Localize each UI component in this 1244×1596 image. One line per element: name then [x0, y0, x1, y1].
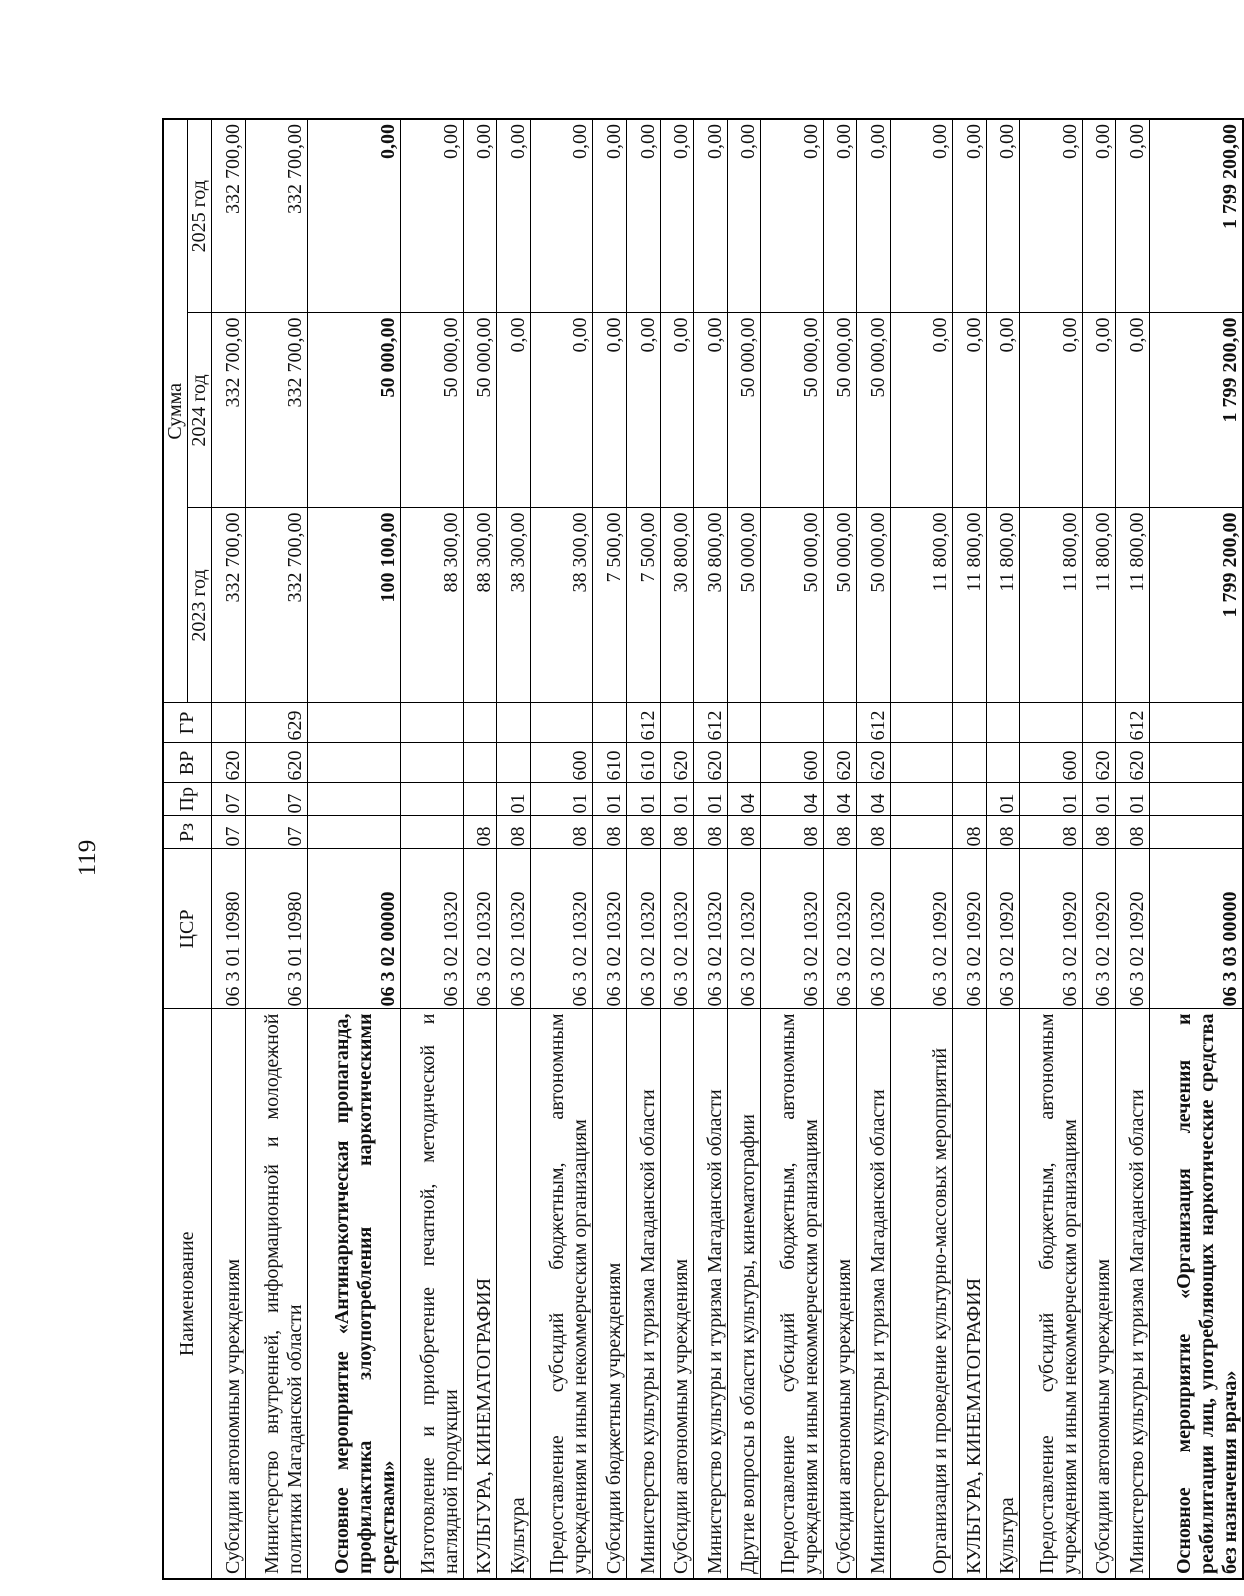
table-row [1082, 119, 1116, 1579]
cell-rz: 08 [626, 816, 660, 849]
cell-pr [307, 783, 401, 816]
cell-vr [497, 743, 531, 783]
cell-csr: 06 3 02 10320 [694, 849, 728, 1009]
cell-vr: 610 [593, 743, 627, 783]
cell-rz: 08 [953, 816, 987, 849]
cell-sum-2025: 0,00 [401, 119, 463, 313]
table-row [890, 119, 952, 1579]
cell-pr [1149, 783, 1243, 816]
cell-vr: 600 [1020, 743, 1082, 783]
cell-name: КУЛЬТУРА, КИНЕМАТОГРАФИЯ [953, 1009, 987, 1579]
header-sum: Сумма [163, 119, 188, 703]
cell-name: Субсидии бюджетным учреждениям [593, 1009, 627, 1579]
cell-sum-2023: 38 300,00 [497, 508, 531, 703]
table-row [593, 119, 627, 1579]
cell-sum-2024: 50 000,00 [307, 313, 401, 508]
table-row [1116, 119, 1150, 1579]
cell-rz: 07 [212, 816, 246, 849]
cell-pr [953, 783, 987, 816]
cell-sum-2023: 11 800,00 [1020, 508, 1082, 703]
header-row-top [163, 119, 188, 1579]
cell-sum-2024: 0,00 [986, 313, 1020, 508]
budget-table [162, 118, 1244, 1580]
cell-rz: 08 [1020, 816, 1082, 849]
cell-gr [986, 703, 1020, 743]
cell-sum-2024: 50 000,00 [761, 313, 823, 508]
cell-pr: 01 [531, 783, 593, 816]
table-row [463, 119, 497, 1579]
cell-name: Министерство внутренней, информационной и молодежной политики Магаданской области [245, 1009, 307, 1579]
cell-gr [401, 703, 463, 743]
cell-sum-2023: 50 000,00 [857, 508, 891, 703]
cell-sum-2023: 7 500,00 [593, 508, 627, 703]
cell-sum-2024: 0,00 [1082, 313, 1116, 508]
rotated-page-content [162, 120, 1244, 1580]
table-row [401, 119, 463, 1579]
cell-gr: 629 [245, 703, 307, 743]
cell-sum-2024: 0,00 [497, 313, 531, 508]
cell-vr [727, 743, 761, 783]
cell-sum-2023: 332 700,00 [245, 508, 307, 703]
cell-gr [593, 703, 627, 743]
cell-pr: 01 [626, 783, 660, 816]
cell-sum-2023: 38 300,00 [531, 508, 593, 703]
cell-sum-2025: 0,00 [307, 119, 401, 313]
cell-pr: 01 [660, 783, 694, 816]
table-row [986, 119, 1020, 1579]
cell-rz: 08 [497, 816, 531, 849]
page-number: 119 [74, 839, 101, 877]
cell-csr: 06 3 02 10320 [761, 849, 823, 1009]
cell-sum-2025: 332 700,00 [245, 119, 307, 313]
cell-gr [953, 703, 987, 743]
cell-csr: 06 3 02 10920 [986, 849, 1020, 1009]
table-row [1149, 119, 1243, 1579]
cell-pr: 04 [857, 783, 891, 816]
cell-sum-2023: 11 800,00 [1082, 508, 1116, 703]
cell-sum-2024: 0,00 [953, 313, 987, 508]
cell-sum-2024: 0,00 [626, 313, 660, 508]
cell-sum-2024: 332 700,00 [212, 313, 246, 508]
table-row [531, 119, 593, 1579]
cell-name: Культура [986, 1009, 1020, 1579]
cell-vr: 600 [531, 743, 593, 783]
table-row [857, 119, 891, 1579]
cell-sum-2024: 0,00 [890, 313, 952, 508]
cell-sum-2025: 0,00 [727, 119, 761, 313]
header-year-2023: 2023 год [188, 508, 212, 703]
table-row [727, 119, 761, 1579]
cell-pr: 04 [761, 783, 823, 816]
cell-name: Министерство культуры и туризма Магаданской области [694, 1009, 728, 1579]
cell-sum-2023: 332 700,00 [212, 508, 246, 703]
cell-vr: 620 [823, 743, 857, 783]
cell-csr: 06 3 02 10320 [497, 849, 531, 1009]
cell-pr: 07 [212, 783, 246, 816]
cell-rz: 08 [593, 816, 627, 849]
cell-pr [401, 783, 463, 816]
cell-csr: 06 3 02 10920 [953, 849, 987, 1009]
cell-rz: 08 [986, 816, 1020, 849]
cell-csr: 06 3 02 10320 [660, 849, 694, 1009]
header-rz: Рз [163, 816, 212, 849]
cell-pr: 01 [986, 783, 1020, 816]
cell-pr: 07 [245, 783, 307, 816]
cell-rz [890, 816, 952, 849]
cell-rz: 08 [694, 816, 728, 849]
cell-rz: 08 [761, 816, 823, 849]
cell-vr [890, 743, 952, 783]
cell-pr: 01 [1082, 783, 1116, 816]
cell-gr [531, 703, 593, 743]
cell-pr: 04 [823, 783, 857, 816]
header-year-2024: 2024 год [188, 313, 212, 508]
cell-sum-2025: 0,00 [823, 119, 857, 313]
cell-csr: 06 3 02 00000 [307, 849, 401, 1009]
cell-sum-2024: 0,00 [531, 313, 593, 508]
cell-vr [1149, 743, 1243, 783]
cell-rz [307, 816, 401, 849]
cell-vr: 620 [212, 743, 246, 783]
cell-csr: 06 3 02 10920 [890, 849, 952, 1009]
table-row [823, 119, 857, 1579]
table-row [626, 119, 660, 1579]
cell-name: Изготовление и приобретение печатной, методической и наглядной продукции [401, 1009, 463, 1579]
cell-sum-2024: 1 799 200,00 [1149, 313, 1243, 508]
cell-rz [1149, 816, 1243, 849]
cell-name: Субсидии автономным учреждениям [1082, 1009, 1116, 1579]
cell-name: Субсидии автономным учреждениям [212, 1009, 246, 1579]
table-row [307, 119, 401, 1579]
cell-csr: 06 3 02 10320 [727, 849, 761, 1009]
cell-pr: 01 [1020, 783, 1082, 816]
cell-sum-2025: 0,00 [660, 119, 694, 313]
cell-sum-2025: 0,00 [1020, 119, 1082, 313]
cell-csr: 06 3 02 10320 [531, 849, 593, 1009]
cell-csr: 06 3 02 10320 [463, 849, 497, 1009]
cell-sum-2023: 50 000,00 [761, 508, 823, 703]
cell-name: Министерство культуры и туризма Магаданской области [1116, 1009, 1150, 1579]
cell-pr: 01 [1116, 783, 1150, 816]
header-gr: ГР [163, 703, 212, 743]
cell-rz: 08 [660, 816, 694, 849]
cell-csr: 06 3 02 10920 [1020, 849, 1082, 1009]
cell-sum-2025: 0,00 [1082, 119, 1116, 313]
cell-sum-2025: 0,00 [857, 119, 891, 313]
cell-sum-2024: 332 700,00 [245, 313, 307, 508]
cell-sum-2025: 0,00 [593, 119, 627, 313]
cell-pr [890, 783, 952, 816]
cell-csr: 06 3 02 10320 [401, 849, 463, 1009]
cell-sum-2023: 88 300,00 [401, 508, 463, 703]
cell-csr: 06 3 02 10320 [593, 849, 627, 1009]
table-row [694, 119, 728, 1579]
cell-rz [401, 816, 463, 849]
cell-pr: 04 [727, 783, 761, 816]
cell-name: Министерство культуры и туризма Магаданской области [857, 1009, 891, 1579]
cell-gr [307, 703, 401, 743]
cell-vr: 620 [660, 743, 694, 783]
cell-csr: 06 3 01 10980 [245, 849, 307, 1009]
cell-gr [1149, 703, 1243, 743]
header-name: Наименование [163, 1009, 212, 1579]
cell-gr: 612 [626, 703, 660, 743]
cell-sum-2023: 50 000,00 [727, 508, 761, 703]
cell-sum-2025: 332 700,00 [212, 119, 246, 313]
table-row [660, 119, 694, 1579]
cell-gr [1020, 703, 1082, 743]
cell-sum-2023: 11 800,00 [1116, 508, 1150, 703]
cell-name: Другие вопросы в области культуры, кинематографии [727, 1009, 761, 1579]
cell-name: Субсидии автономным учреждениям [823, 1009, 857, 1579]
header-pr: Пр [163, 783, 212, 816]
cell-sum-2023: 1 799 200,00 [1149, 508, 1243, 703]
cell-csr: 06 3 02 10920 [1116, 849, 1150, 1009]
cell-vr: 620 [245, 743, 307, 783]
cell-sum-2023: 30 800,00 [660, 508, 694, 703]
table-body [212, 119, 1244, 1579]
cell-sum-2025: 0,00 [531, 119, 593, 313]
cell-pr: 01 [497, 783, 531, 816]
table-row [1020, 119, 1082, 1579]
cell-name: Субсидии автономным учреждениям [660, 1009, 694, 1579]
cell-gr [497, 703, 531, 743]
cell-gr [1082, 703, 1116, 743]
cell-sum-2024: 50 000,00 [857, 313, 891, 508]
cell-vr: 620 [857, 743, 891, 783]
cell-sum-2024: 0,00 [660, 313, 694, 508]
cell-name: Культура [497, 1009, 531, 1579]
cell-rz: 08 [857, 816, 891, 849]
cell-rz: 07 [245, 816, 307, 849]
cell-gr: 612 [1116, 703, 1150, 743]
cell-vr: 620 [1116, 743, 1150, 783]
cell-csr: 06 3 02 10320 [626, 849, 660, 1009]
table-row [761, 119, 823, 1579]
cell-name: Предоставление субсидий бюджетным, автономным учреждениям и иным некоммерческим организациям [531, 1009, 593, 1579]
cell-sum-2025: 0,00 [986, 119, 1020, 313]
cell-sum-2024: 50 000,00 [823, 313, 857, 508]
cell-name: Основное мероприятие «Организация лечения и реабилитации лиц, употребляющих наркотические средства без назначения врача» [1149, 1009, 1243, 1579]
cell-sum-2024: 0,00 [593, 313, 627, 508]
table-row [953, 119, 987, 1579]
cell-csr: 06 3 02 10320 [857, 849, 891, 1009]
cell-vr: 610 [626, 743, 660, 783]
cell-gr [823, 703, 857, 743]
cell-sum-2023: 11 800,00 [890, 508, 952, 703]
cell-csr: 06 3 02 10320 [823, 849, 857, 1009]
cell-sum-2024: 50 000,00 [727, 313, 761, 508]
cell-gr [463, 703, 497, 743]
cell-vr [401, 743, 463, 783]
cell-rz: 08 [727, 816, 761, 849]
cell-rz: 08 [823, 816, 857, 849]
cell-sum-2023: 100 100,00 [307, 508, 401, 703]
cell-gr [727, 703, 761, 743]
cell-pr [463, 783, 497, 816]
cell-sum-2025: 0,00 [626, 119, 660, 313]
cell-vr: 620 [1082, 743, 1116, 783]
cell-name: Предоставление субсидий бюджетным, автономным учреждениям и иным некоммерческим организациям [1020, 1009, 1082, 1579]
cell-name: Министерство культуры и туризма Магаданской области [626, 1009, 660, 1579]
cell-vr: 620 [694, 743, 728, 783]
cell-sum-2025: 0,00 [463, 119, 497, 313]
cell-vr [463, 743, 497, 783]
cell-sum-2024: 0,00 [1020, 313, 1082, 508]
cell-sum-2023: 88 300,00 [463, 508, 497, 703]
cell-vr [307, 743, 401, 783]
cell-gr [212, 703, 246, 743]
cell-gr: 612 [694, 703, 728, 743]
table-row [497, 119, 531, 1579]
cell-sum-2023: 50 000,00 [823, 508, 857, 703]
cell-vr [986, 743, 1020, 783]
cell-csr: 06 3 02 10920 [1082, 849, 1116, 1009]
cell-sum-2025: 0,00 [890, 119, 952, 313]
cell-vr [953, 743, 987, 783]
cell-sum-2024: 50 000,00 [463, 313, 497, 508]
cell-sum-2025: 0,00 [953, 119, 987, 313]
cell-sum-2023: 7 500,00 [626, 508, 660, 703]
cell-sum-2025: 0,00 [497, 119, 531, 313]
cell-vr: 600 [761, 743, 823, 783]
cell-sum-2023: 11 800,00 [986, 508, 1020, 703]
cell-sum-2025: 0,00 [1116, 119, 1150, 313]
cell-name: КУЛЬТУРА, КИНЕМАТОГРАФИЯ [463, 1009, 497, 1579]
cell-name: Основное мероприятие «Антинаркотическая пропаганда, профилактика злоупотребления наркотическими средствами» [307, 1009, 401, 1579]
cell-gr [660, 703, 694, 743]
cell-gr [890, 703, 952, 743]
cell-sum-2024: 0,00 [694, 313, 728, 508]
cell-sum-2025: 0,00 [761, 119, 823, 313]
cell-rz: 08 [1116, 816, 1150, 849]
cell-sum-2025: 1 799 200,00 [1149, 119, 1243, 313]
cell-sum-2024: 0,00 [1116, 313, 1150, 508]
cell-rz: 08 [463, 816, 497, 849]
cell-gr [761, 703, 823, 743]
header-year-2025: 2025 год [188, 119, 212, 313]
cell-sum-2025: 0,00 [694, 119, 728, 313]
cell-pr: 01 [593, 783, 627, 816]
cell-sum-2023: 30 800,00 [694, 508, 728, 703]
header-csr: ЦСР [163, 849, 212, 1009]
header-vr: ВР [163, 743, 212, 783]
cell-sum-2024: 50 000,00 [401, 313, 463, 508]
table-row [245, 119, 307, 1579]
cell-csr: 06 3 03 00000 [1149, 849, 1243, 1009]
cell-sum-2023: 11 800,00 [953, 508, 987, 703]
cell-csr: 06 3 01 10980 [212, 849, 246, 1009]
cell-name: Предоставление субсидий бюджетным, автономным учреждениям и иным некоммерческим организациям [761, 1009, 823, 1579]
table-row [212, 119, 246, 1579]
cell-pr: 01 [694, 783, 728, 816]
cell-rz: 08 [1082, 816, 1116, 849]
cell-rz: 08 [531, 816, 593, 849]
cell-gr: 612 [857, 703, 891, 743]
cell-name: Организация и проведение культурно-массовых мероприятий [890, 1009, 952, 1579]
